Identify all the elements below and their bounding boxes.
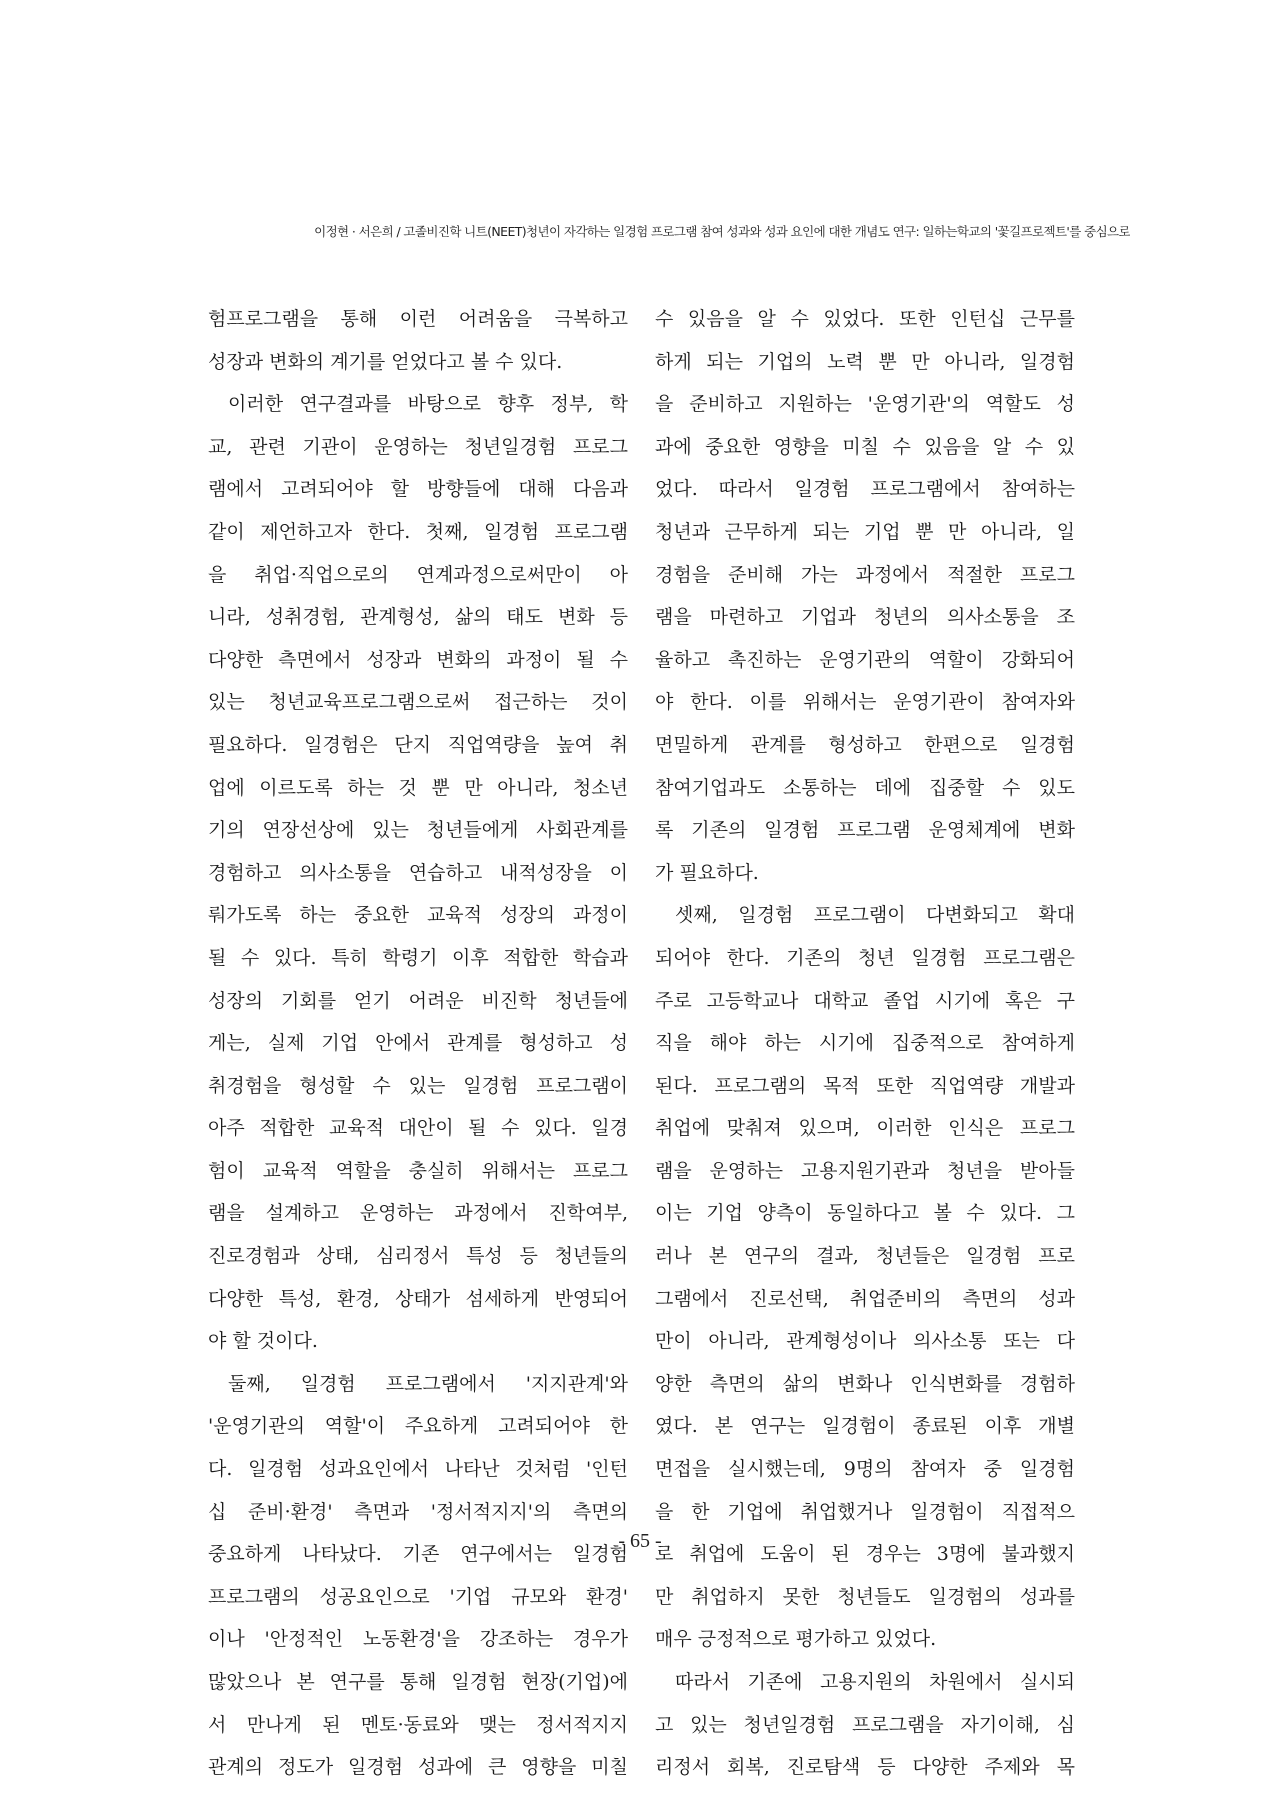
- text-line: 많았으나 본 연구를 통해 일경험 현장(기업)에: [208, 1671, 628, 1693]
- text-line: 면접을 실시했는데, 9명의 참여자 중 일경험: [655, 1458, 1075, 1481]
- text-line: 램을 운영하는 고용지원기관과 청년을 받아들: [655, 1159, 1075, 1182]
- text-line: 고 있는 청년일경험 프로그램을 자기이해, 심: [655, 1713, 1075, 1736]
- text-line: 그램에서 진로선택, 취업준비의 측면의 성과: [655, 1287, 1075, 1310]
- page-number: - 65 -: [618, 1530, 662, 1552]
- text-line: 청년과 근무하게 되는 기업 뿐 만 아니라, 일: [655, 520, 1075, 543]
- text-line: 만 취업하지 못한 청년들도 일경험의 성과를: [655, 1585, 1075, 1608]
- text-line: 따라서 기존에 고용지원의 차원에서 실시되: [675, 1671, 1075, 1693]
- text-line: 였다. 본 연구는 일경험이 종료된 이후 개별: [655, 1415, 1075, 1438]
- text-line: 매우 긍정적으로 평가하고 있었다.: [655, 1628, 937, 1651]
- text-line: 교, 관련 기관이 운영하는 청년일경험 프로그: [208, 435, 628, 458]
- text-line: '운영기관의 역할'이 주요하게 고려되어야 한: [208, 1415, 628, 1438]
- text-line: 기의 연장선상에 있는 청년들에게 사회관계를: [208, 819, 628, 842]
- text-line: 다양한 특성, 환경, 상태가 섬세하게 반영되어: [208, 1287, 628, 1310]
- text-line: 경험하고 의사소통을 연습하고 내적성장을 이: [208, 861, 628, 884]
- text-line: 하게 되는 기업의 노력 뿐 만 아니라, 일경험: [655, 350, 1075, 373]
- text-line: 다양한 측면에서 성장과 변화의 과정이 될 수: [208, 648, 628, 671]
- text-line: 록 기존의 일경험 프로그램 운영체계에 변화: [655, 819, 1075, 842]
- text-line: 되어야 한다. 기존의 청년 일경험 프로그램은: [655, 946, 1075, 969]
- text-line: 니라, 성취경험, 관계형성, 삶의 태도 변화 등: [208, 606, 628, 629]
- running-header: 이정현 · 서은희 / 고졸비진학 니트(NEET)청년이 자각하는 일경험 프로그램 참여 성과와 성과 요인에 대한 개념도 연구: 일하는학교의 '꽃길프로젝트'를 중심으로: [314, 224, 1130, 239]
- text-line: 있는 청년교육프로그램으로써 접근하는 것이: [208, 691, 628, 714]
- text-line: 성장과 변화의 계기를 얻었다고 볼 수 있다.: [208, 350, 563, 373]
- text-line: 참여기업과도 소통하는 데에 집중할 수 있도: [655, 776, 1075, 799]
- text-line: 주로 고등학교나 대학교 졸업 시기에 혹은 구: [655, 989, 1075, 1012]
- text-line: 취경험을 형성할 수 있는 일경험 프로그램이: [208, 1074, 628, 1097]
- text-line: 만이 아니라, 관계형성이나 의사소통 또는 다: [655, 1330, 1075, 1353]
- text-line: 된다. 프로그램의 목적 또한 직업역량 개발과: [655, 1074, 1075, 1097]
- text-line: 험이 교육적 역할을 충실히 위해서는 프로그: [208, 1159, 628, 1182]
- text-line: 과에 중요한 영향을 미칠 수 있음을 알 수 있: [655, 435, 1075, 458]
- text-line: 프로그램의 성공요인으로 '기업 규모와 환경': [208, 1585, 628, 1608]
- text-line: 필요하다. 일경험은 단지 직업역량을 높여 취: [208, 733, 628, 756]
- text-line: 이나 '안정적인 노동환경'을 강조하는 경우가: [208, 1628, 628, 1651]
- text-line: 율하고 촉진하는 운영기관의 역할이 강화되어: [655, 648, 1075, 671]
- text-line: 성장의 기회를 얻기 어려운 비진학 청년들에: [208, 989, 628, 1012]
- text-line: 둘째, 일경험 프로그램에서 '지지관계'와: [228, 1372, 628, 1395]
- text-line: 업에 이르도록 하는 것 뿐 만 아니라, 청소년: [208, 776, 628, 799]
- text-line: 이러한 연구결과를 바탕으로 향후 정부, 학: [228, 393, 628, 416]
- text-line: 셋째, 일경험 프로그램이 다변화되고 확대: [675, 904, 1075, 927]
- text-line: 리정서 회복, 진로탐색 등 다양한 주제와 목: [655, 1756, 1075, 1779]
- text-line: 될 수 있다. 특히 학령기 이후 적합한 학습과: [208, 946, 628, 969]
- text-line: 게는, 실제 기업 안에서 관계를 형성하고 성: [208, 1032, 628, 1055]
- text-line: 을 취업·직업으로의 연계과정으로써만이 아: [208, 563, 628, 586]
- text-line: 양한 측면의 삶의 변화나 인식변화를 경험하: [655, 1372, 1075, 1395]
- left-column: [208, 298, 628, 1789]
- text-line: 램을 설계하고 운영하는 과정에서 진학여부,: [208, 1202, 628, 1225]
- text-line: 직을 해야 하는 시기에 집중적으로 참여하게: [655, 1032, 1075, 1055]
- text-line: 중요하게 나타났다. 기존 연구에서는 일경험: [208, 1543, 628, 1566]
- text-line: 었다. 따라서 일경험 프로그램에서 참여하는: [655, 478, 1075, 501]
- text-line: 진로경험과 상태, 심리정서 특성 등 청년들의: [208, 1245, 628, 1268]
- text-line: 면밀하게 관계를 형성하고 한편으로 일경험: [655, 733, 1075, 756]
- text-line: 로 취업에 도움이 된 경우는 3명에 불과했지: [655, 1543, 1075, 1566]
- text-line: 야 할 것이다.: [208, 1330, 318, 1353]
- text-line: 험프로그램을 통해 이런 어려움을 극복하고: [208, 308, 628, 330]
- text-line: 이는 기업 양측이 동일하다고 볼 수 있다. 그: [655, 1202, 1075, 1225]
- text-line: 십 준비·환경' 측면과 '정서적지지'의 측면의: [208, 1500, 628, 1523]
- text-line: 램에서 고려되어야 할 방향들에 대해 다음과: [208, 478, 628, 501]
- text-line: 램을 마련하고 기업과 청년의 의사소통을 조: [655, 606, 1075, 629]
- text-line: 을 준비하고 지원하는 '운영기관'의 역할도 성: [655, 393, 1075, 416]
- text-line: 아주 적합한 교육적 대안이 될 수 있다. 일경: [208, 1117, 628, 1140]
- text-line: 관계의 정도가 일경험 성과에 큰 영향을 미칠: [208, 1756, 628, 1779]
- text-line: 같이 제언하고자 한다. 첫째, 일경험 프로그램: [208, 520, 628, 543]
- text-line: 을 한 기업에 취업했거나 일경험이 직접적으: [655, 1500, 1075, 1523]
- right-column: [655, 298, 1075, 1789]
- text-line: 야 한다. 이를 위해서는 운영기관이 참여자와: [655, 691, 1075, 714]
- text-line: 가 필요하다.: [655, 861, 759, 884]
- text-line: 서 만나게 된 멘토·동료와 맺는 정서적지지: [208, 1713, 628, 1736]
- text-line: 경험을 준비해 가는 과정에서 적절한 프로그: [655, 563, 1075, 586]
- text-line: 뤄가도록 하는 중요한 교육적 성장의 과정이: [208, 904, 628, 927]
- text-line: 러나 본 연구의 결과, 청년들은 일경험 프로: [655, 1245, 1075, 1268]
- text-line: 수 있음을 알 수 있었다. 또한 인턴십 근무를: [655, 308, 1075, 330]
- text-line: 취업에 맞춰져 있으며, 이러한 인식은 프로그: [655, 1117, 1075, 1140]
- text-line: 다. 일경험 성과요인에서 나타난 것처럼 '인턴: [208, 1458, 628, 1481]
